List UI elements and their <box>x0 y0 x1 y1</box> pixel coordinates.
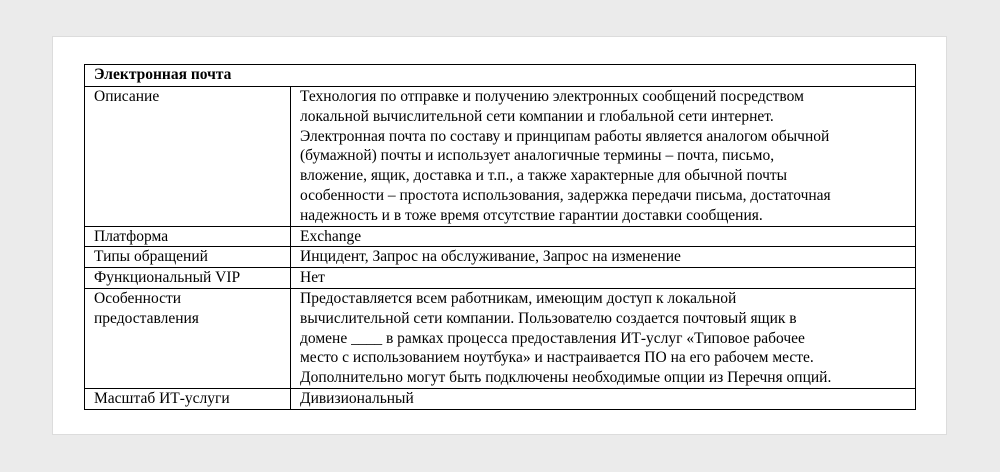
row-value-functional-vip: Нет <box>291 268 916 289</box>
row-value-provision-features: Предоставляется всем работникам, имеющим доступ к локальной вычислительной сети компании. Пользователю создается почтовый ящик в домене ____ в рамках процесса предоставления ИТ-услуг «Типовое рабочее место с использованием ноутбука» и настраивается ПО на его рабочем месте. Дополнительно могут быть подключены необходимые опции из Перечня опций. <box>291 288 916 388</box>
row-label-platform: Платформа <box>85 226 291 247</box>
row-label-request-types: Типы обращений <box>85 247 291 268</box>
table-row-service-scale <box>85 388 916 409</box>
row-label-description: Описание <box>85 87 291 227</box>
document-page <box>52 36 947 435</box>
row-label-functional-vip: Функциональный VIP <box>85 268 291 289</box>
row-value-service-scale: Дивизиональный <box>291 388 916 409</box>
row-value-platform: Exchange <box>291 226 916 247</box>
service-description-table <box>84 64 916 410</box>
row-value-description: Технология по отправке и получению электронных сообщений посредством локальной вычислительной сети компании и глобальной сети интернет. Электронная почта по составу и принципам работы является аналогом обычной (бумажной) почты и использует аналогичные термины – почта, письмо, вложение, ящик, доставка и т.п., а также характерные для обычной почты особенности – простота использования, задержка передачи письма, достаточная надежность и в тоже время отсутствие гарантии доставки сообщения. <box>291 87 916 227</box>
table-title-row <box>85 65 916 87</box>
row-label-service-scale: Масштаб ИТ-услуги <box>85 388 291 409</box>
table-row-platform <box>85 226 916 247</box>
table-title: Электронная почта <box>85 65 916 87</box>
table-row-functional-vip <box>85 268 916 289</box>
table-row-description <box>85 87 916 227</box>
table-row-provision-features <box>85 288 916 388</box>
table-row-request-types <box>85 247 916 268</box>
row-label-provision-features: Особенности предоставления <box>85 288 291 388</box>
row-value-request-types: Инцидент, Запрос на обслуживание, Запрос на изменение <box>291 247 916 268</box>
